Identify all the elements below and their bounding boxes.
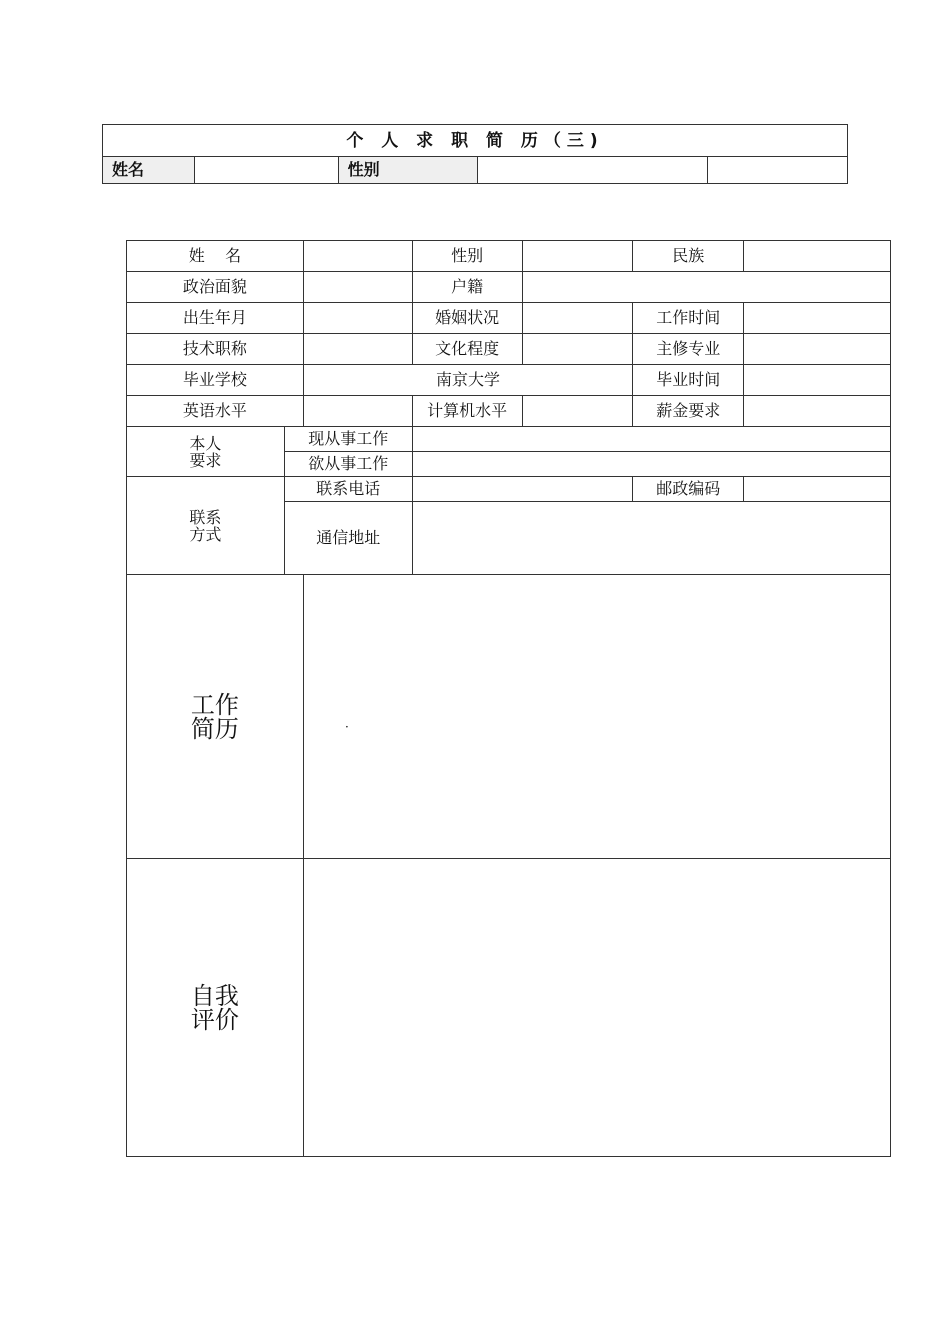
hukou-label: 户籍 xyxy=(412,272,522,303)
self-eval-field[interactable] xyxy=(303,859,890,1157)
header-name-label: 姓名 xyxy=(103,157,195,184)
current-job-field[interactable] xyxy=(412,427,890,452)
marital-field[interactable] xyxy=(522,303,633,334)
request-label xyxy=(127,427,285,477)
request-label-line1: 本人 xyxy=(189,433,222,453)
self-eval-label xyxy=(127,859,304,1157)
header-extra-field[interactable] xyxy=(708,157,848,184)
self-eval-label-line2: 评价 xyxy=(190,1005,239,1034)
work-time-field[interactable] xyxy=(744,303,891,334)
political-field[interactable] xyxy=(303,272,412,303)
header-table xyxy=(102,124,848,184)
address-label: 通信地址 xyxy=(284,502,412,575)
marital-label: 婚姻状况 xyxy=(412,303,522,334)
computer-field[interactable] xyxy=(522,396,633,427)
grad-time-label: 毕业时间 xyxy=(633,365,744,396)
english-label: 英语水平 xyxy=(127,396,304,427)
current-job-label: 现从事工作 xyxy=(284,427,412,452)
desired-job-label: 欲从事工作 xyxy=(284,452,412,477)
title-field[interactable] xyxy=(303,334,412,365)
request-label-line2: 要求 xyxy=(189,450,222,470)
resume-table xyxy=(126,240,891,1157)
birth-label: 出生年月 xyxy=(127,303,304,334)
work-history-label xyxy=(127,575,304,859)
contact-label xyxy=(127,477,285,575)
computer-label: 计算机水平 xyxy=(412,396,522,427)
gender-label: 性别 xyxy=(412,241,522,272)
gender-field[interactable] xyxy=(522,241,633,272)
work-history-field[interactable] xyxy=(303,575,890,859)
postcode-label: 邮政编码 xyxy=(633,477,744,502)
school-field[interactable]: 南京大学 xyxy=(303,365,633,396)
header-gender-label: 性别 xyxy=(338,157,477,184)
work-history-label-line1: 工作 xyxy=(190,690,239,719)
contact-label-line1: 联系 xyxy=(189,507,222,527)
resume-title: 个 人 求 职 简 历（三) xyxy=(103,125,848,157)
education-field[interactable] xyxy=(522,334,633,365)
name-field[interactable] xyxy=(303,241,412,272)
postcode-field[interactable] xyxy=(744,477,891,502)
phone-label: 联系电话 xyxy=(284,477,412,502)
english-field[interactable] xyxy=(303,396,412,427)
school-label: 毕业学校 xyxy=(127,365,304,396)
work-history-label-line2: 简历 xyxy=(190,714,239,743)
grad-time-field[interactable] xyxy=(744,365,891,396)
work-time-label: 工作时间 xyxy=(633,303,744,334)
name-label: 姓 名 xyxy=(127,241,304,272)
ethnicity-field[interactable] xyxy=(744,241,891,272)
contact-label-line2: 方式 xyxy=(189,524,222,544)
education-label: 文化程度 xyxy=(412,334,522,365)
header-name-field[interactable] xyxy=(194,157,338,184)
ethnicity-label: 民族 xyxy=(633,241,744,272)
birth-field[interactable] xyxy=(303,303,412,334)
major-field[interactable] xyxy=(744,334,891,365)
hukou-field[interactable] xyxy=(522,272,891,303)
salary-field[interactable] xyxy=(744,396,891,427)
major-label: 主修专业 xyxy=(633,334,744,365)
address-field[interactable] xyxy=(412,502,890,575)
political-label: 政治面貌 xyxy=(127,272,304,303)
work-history-mark: · xyxy=(345,720,349,734)
desired-job-field[interactable] xyxy=(412,452,890,477)
header-gender-field[interactable] xyxy=(477,157,708,184)
phone-field[interactable] xyxy=(412,477,633,502)
title-label: 技术职称 xyxy=(127,334,304,365)
self-eval-label-line1: 自我 xyxy=(190,981,239,1010)
salary-label: 薪金要求 xyxy=(633,396,744,427)
